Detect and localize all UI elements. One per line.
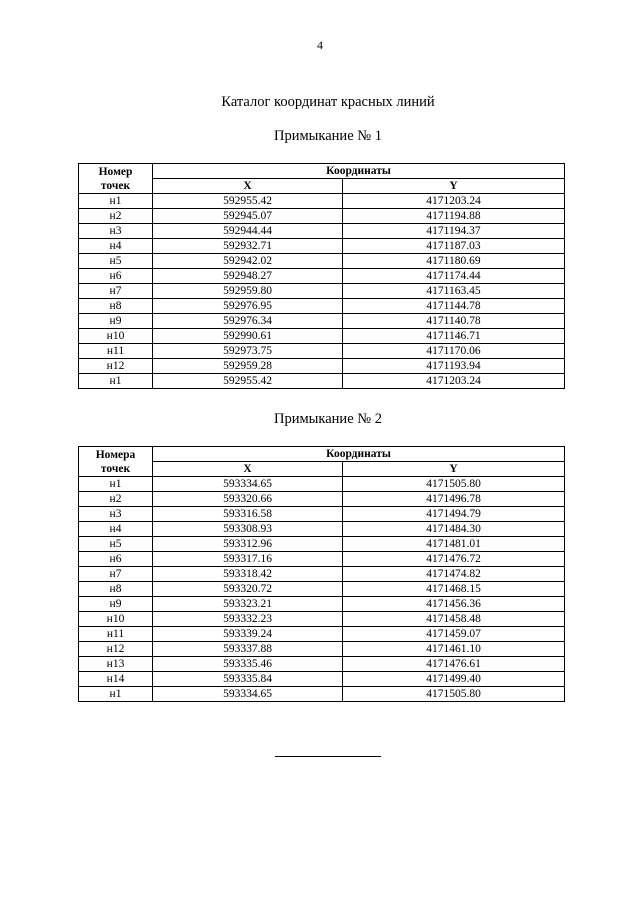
x-cell: 592959.80: [153, 284, 343, 299]
table-row: [79, 582, 565, 597]
table-row: [79, 374, 565, 389]
y-cell: 4171456.36: [343, 597, 565, 612]
point-cell: н14: [79, 672, 153, 687]
table-row: [79, 657, 565, 672]
table-row: [79, 507, 565, 522]
x-header: X: [153, 462, 343, 477]
x-cell: 592944.44: [153, 224, 343, 239]
page-number: 4: [317, 38, 323, 52]
point-cell: н3: [79, 507, 153, 522]
point-cell: н1: [79, 374, 153, 389]
y-cell: 4171484.30: [343, 522, 565, 537]
y-cell: 4171499.40: [343, 672, 565, 687]
x-cell: 593339.24: [153, 627, 343, 642]
x-cell: 593318.42: [153, 567, 343, 582]
x-cell: 593316.58: [153, 507, 343, 522]
point-cell: н9: [79, 597, 153, 612]
x-cell: 593332.23: [153, 612, 343, 627]
x-cell: 593334.65: [153, 687, 343, 702]
table-row: [79, 552, 565, 567]
x-cell: 592976.34: [153, 314, 343, 329]
point-number-header-line1: Номер: [98, 165, 133, 178]
y-cell: 4171193.94: [343, 359, 565, 374]
coordinates-header: Координаты: [153, 164, 565, 179]
table-row: [79, 612, 565, 627]
y-cell: 4171476.72: [343, 552, 565, 567]
point-cell: н6: [79, 552, 153, 567]
point-cell: н8: [79, 299, 153, 314]
point-cell: н2: [79, 209, 153, 224]
x-cell: 592990.61: [153, 329, 343, 344]
coordinates-table-1: [78, 163, 565, 389]
coordinates-table-2: [78, 446, 565, 702]
table-body: [79, 194, 565, 389]
table-row: [79, 209, 565, 224]
table-row: [79, 687, 565, 702]
table-row: [79, 642, 565, 657]
y-cell: 4171203.24: [343, 374, 565, 389]
section-title-2: Примыкание № 2: [274, 411, 382, 427]
y-cell: 4171194.88: [343, 209, 565, 224]
table-row: [79, 224, 565, 239]
table-row: [79, 359, 565, 374]
point-cell: н6: [79, 269, 153, 284]
table-row: [79, 522, 565, 537]
x-cell: 593334.65: [153, 477, 343, 492]
point-cell: н13: [79, 657, 153, 672]
table-row: [79, 284, 565, 299]
x-cell: 592955.42: [153, 194, 343, 209]
table-row: [79, 329, 565, 344]
y-cell: 4171144.78: [343, 299, 565, 314]
table-row: [79, 627, 565, 642]
point-cell: н12: [79, 642, 153, 657]
x-cell: 592948.27: [153, 269, 343, 284]
point-cell: н3: [79, 224, 153, 239]
x-cell: 593320.72: [153, 582, 343, 597]
point-cell: н8: [79, 582, 153, 597]
table-row: [79, 567, 565, 582]
table-body: [79, 477, 565, 702]
x-cell: 592942.02: [153, 254, 343, 269]
table-row: [79, 194, 565, 209]
point-cell: н9: [79, 314, 153, 329]
x-cell: 592959.28: [153, 359, 343, 374]
y-cell: 4171194.37: [343, 224, 565, 239]
y-cell: 4171146.71: [343, 329, 565, 344]
x-cell: 593317.16: [153, 552, 343, 567]
y-cell: 4171180.69: [343, 254, 565, 269]
point-cell: н5: [79, 254, 153, 269]
y-cell: 4171459.07: [343, 627, 565, 642]
table-row: [79, 254, 565, 269]
y-cell: 4171458.48: [343, 612, 565, 627]
y-cell: 4171163.45: [343, 284, 565, 299]
point-cell: н2: [79, 492, 153, 507]
x-cell: 592932.71: [153, 239, 343, 254]
point-cell: н10: [79, 612, 153, 627]
point-cell: н11: [79, 344, 153, 359]
point-cell: н1: [79, 194, 153, 209]
point-cell: н12: [79, 359, 153, 374]
point-cell: н7: [79, 567, 153, 582]
x-cell: 592955.42: [153, 374, 343, 389]
y-cell: 4171187.03: [343, 239, 565, 254]
point-number-header: [79, 447, 153, 477]
table-row: [79, 299, 565, 314]
y-cell: 4171140.78: [343, 314, 565, 329]
table-row: [79, 672, 565, 687]
table-row: [79, 344, 565, 359]
point-number-header-line2: точек: [100, 462, 131, 475]
table-row: [79, 314, 565, 329]
y-cell: 4171496.78: [343, 492, 565, 507]
table-header-row: [79, 447, 565, 462]
y-cell: 4171461.10: [343, 642, 565, 657]
y-cell: 4171505.80: [343, 687, 565, 702]
table-row: [79, 239, 565, 254]
point-cell: н11: [79, 627, 153, 642]
x-cell: 593308.93: [153, 522, 343, 537]
table-row: [79, 269, 565, 284]
y-cell: 4171174.44: [343, 269, 565, 284]
table-row: [79, 477, 565, 492]
x-cell: 593335.84: [153, 672, 343, 687]
section-title-1: Примыкание № 1: [274, 128, 382, 144]
x-header: X: [153, 179, 343, 194]
point-cell: н4: [79, 239, 153, 254]
y-header: Y: [343, 179, 565, 194]
x-cell: 593312.96: [153, 537, 343, 552]
coordinates-header: Координаты: [153, 447, 565, 462]
y-cell: 4171468.15: [343, 582, 565, 597]
y-cell: 4171203.24: [343, 194, 565, 209]
y-cell: 4171474.82: [343, 567, 565, 582]
y-cell: 4171476.61: [343, 657, 565, 672]
y-cell: 4171481.01: [343, 537, 565, 552]
x-cell: 593320.66: [153, 492, 343, 507]
x-cell: 593335.46: [153, 657, 343, 672]
x-cell: 592973.75: [153, 344, 343, 359]
table-row: [79, 597, 565, 612]
point-number-header: [79, 164, 153, 194]
point-cell: н10: [79, 329, 153, 344]
y-cell: 4171170.06: [343, 344, 565, 359]
point-cell: н1: [79, 477, 153, 492]
table-row: [79, 537, 565, 552]
point-number-header-line2: точек: [100, 179, 131, 192]
y-cell: 4171494.79: [343, 507, 565, 522]
point-number-header-line1: Номера: [95, 448, 136, 461]
point-cell: н7: [79, 284, 153, 299]
point-cell: н5: [79, 537, 153, 552]
x-cell: 593323.21: [153, 597, 343, 612]
x-cell: 592945.07: [153, 209, 343, 224]
y-header: Y: [343, 462, 565, 477]
point-cell: н1: [79, 687, 153, 702]
footer-divider: [275, 756, 381, 757]
x-cell: 593337.88: [153, 642, 343, 657]
catalog-title: Каталог координат красных линий: [221, 94, 435, 110]
y-cell: 4171505.80: [343, 477, 565, 492]
table-row: [79, 492, 565, 507]
point-cell: н4: [79, 522, 153, 537]
x-cell: 592976.95: [153, 299, 343, 314]
table-header-row: [79, 164, 565, 179]
